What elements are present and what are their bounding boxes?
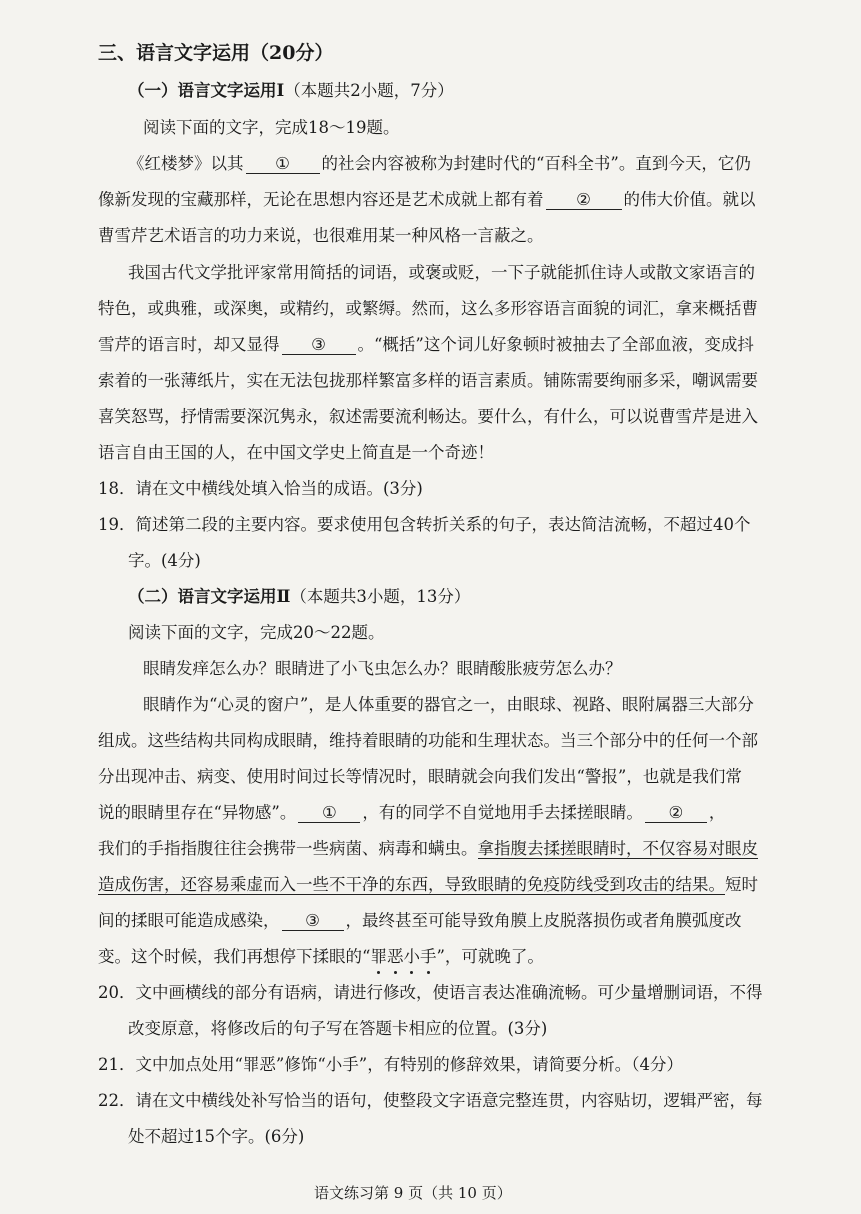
question-19: 19．简述第二段的主要内容。要求使用包含转折关系的句子，表达简洁流畅，不超过40个	[98, 515, 751, 534]
part1-instruction: 阅读下面的文字，完成18～19题。	[143, 118, 400, 137]
part2-line8: 变。这个时候，我们再想停下揉眼的“罪恶小手”，可就晚了。	[98, 947, 544, 966]
question-20: 20．文中画横线的部分有语病，请进行修改，使语言表达准确流畅。可少量增删词语，不得	[98, 983, 763, 1002]
dotted-char: 手	[419, 947, 437, 966]
question-20-cont: 改变原意，将修改后的句子写在答题卡相应的位置。(3分)	[128, 1019, 548, 1038]
part2-line6: 造成伤害，还容易乘虚而入一些不干净的东西，导致眼睛的免疫防线受到攻击的结果。短时	[98, 875, 758, 894]
p2-line4: 索着的一张薄纸片，实在无法包拢那样繁富多样的语言素质。铺陈需要绚丽多采，嘲讽需要	[98, 371, 758, 390]
question-22-cont: 处不超过15个字。(6分)	[128, 1127, 305, 1146]
part2-line5: 我们的手指指腹往往会携带一些病菌、病毒和螨虫。拿指腹去揉搓眼睛时，不仅容易对眼皮	[98, 839, 758, 858]
blank-b: ②	[645, 804, 707, 823]
p2-line5: 喜笑怒骂，抒情需要深沉隽永，叙述需要流利畅达。要什么，有什么，可以说曹雪芹是进入	[98, 407, 758, 426]
section-title: 三、语言文字运用（20分）	[98, 42, 334, 64]
part1-heading	[128, 80, 454, 102]
p2-line6: 语言自由王国的人，在中国文学史上简直是一个奇迹！	[98, 443, 494, 462]
p2-line3: 雪芹的语言时，却又显得 ③ 。“概括”这个词儿好象顿时被抽去了全部血液，变成抖	[98, 335, 754, 354]
part2-instruction: 阅读下面的文字，完成20～22题。	[128, 623, 385, 642]
p1-line3: 曹雪芹艺术语言的功力来说，也很难用某一种风格一言蔽之。	[98, 226, 544, 245]
blank-1: ①	[246, 155, 320, 174]
part2-line7: 间的揉眼可能造成感染， ③ ，最终甚至可能导致角膜上皮脱落损伤或者角膜弧度改	[98, 911, 742, 930]
p1-line2: 像新发现的宝藏那样，无论在思想内容还是艺术成就上都有着 ② 的伟大价值。就以	[98, 190, 756, 209]
dotted-char: 恶	[386, 947, 404, 966]
p1-line1: 《红楼梦》以其 ① 的社会内容被称为封建时代的“百科全书”。直到今天，它仍	[128, 154, 751, 173]
dotted-char: 罪	[370, 947, 387, 966]
dotted-char: 小	[403, 947, 420, 966]
part2-p1: 眼睛发痒怎么办？眼睛进了小飞虫怎么办？眼睛酸胀疲劳怎么办？	[143, 659, 622, 678]
part2-line3: 分出现冲击、病变、使用时间过长等情况时，眼睛就会向我们发出“警报”，也就是我们常	[98, 767, 742, 786]
blank-2: ②	[546, 191, 622, 210]
part2-line1: 眼睛作为“心灵的窗户”，是人体重要的器官之一，由眼球、视路、眼附属器三大部分	[143, 695, 754, 714]
underlined-sentence-part1: 拿指腹去揉搓眼睛时，不仅容易对眼皮	[477, 839, 758, 858]
underlined-sentence-part2: 造成伤害，还容易乘虚而入一些不干净的东西，导致眼睛的免疫防线受到攻击的结果。	[98, 875, 725, 894]
part2-title: （二）语言文字运用Ⅱ	[128, 587, 291, 606]
question-18: 18．请在文中横线处填入恰当的成语。(3分)	[98, 479, 423, 498]
question-21: 21．文中加点处用“罪恶”修饰“小手”，有特别的修辞效果，请简要分析。（4分）	[98, 1055, 683, 1074]
part1-title: （一）语言文字运用Ⅰ	[128, 81, 285, 100]
part1-note: （本题共2小题，7分）	[284, 81, 454, 100]
p2-line1: 我国古代文学批评家常用简括的词语，或褒或贬，一下子就能抓住诗人或散文家语言的	[128, 263, 755, 282]
part2-line2: 组成。这些结构共同构成眼睛，维持着眼睛的功能和生理状态。当三个部分中的任何一个部	[98, 731, 758, 750]
part2-note: （本题共3小题，13分）	[290, 587, 471, 606]
question-19-cont: 字。(4分)	[128, 551, 201, 570]
blank-3: ③	[282, 336, 356, 355]
p2-line2: 特色，或典雅，或深奥，或精约，或繁缛。然而，这么多形容语言面貌的词汇，拿来概括曹	[98, 299, 758, 318]
question-22: 22．请在文中横线处补写恰当的语句，使整段文字语意完整连贯，内容贴切，逻辑严密，每	[98, 1091, 763, 1110]
part2-heading	[128, 586, 470, 608]
blank-a: ①	[298, 804, 360, 823]
blank-c: ③	[282, 912, 344, 931]
part2-line4: 说的眼睛里存在“异物感”。 ① ，有的同学不自觉地用手去揉搓眼睛。 ② ，	[98, 803, 726, 822]
page-footer: 语文练习第 9 页（共 10 页）	[314, 1184, 512, 1202]
